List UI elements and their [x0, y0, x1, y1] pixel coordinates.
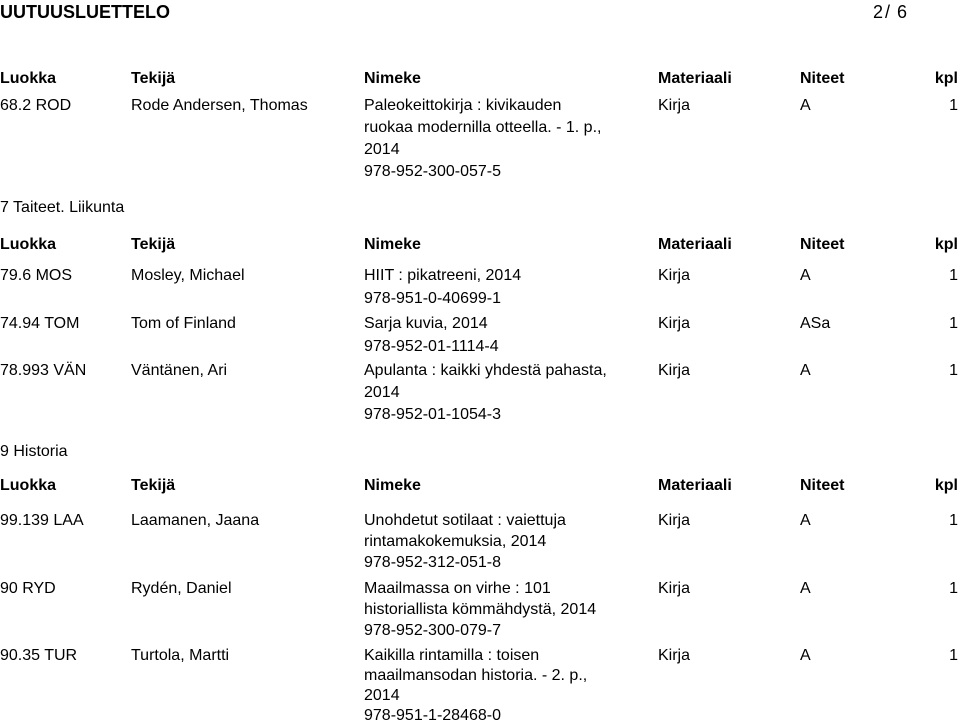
row-nimeke-line: Maailmassa on virhe : 101 [364, 580, 551, 597]
row-isbn: 978-952-300-057-5 [364, 163, 501, 180]
col-header-kpl: kpl [934, 236, 958, 253]
col-header-materiaali: Materiaali [658, 236, 732, 253]
row-nimeke-line: Paleokeittokirja : kivikauden [364, 97, 562, 114]
row-materiaali: Kirja [658, 315, 691, 332]
row-materiaali: Kirja [658, 512, 691, 529]
col-header-materiaali: Materiaali [658, 477, 732, 494]
row-niteet: A [800, 647, 811, 664]
row-niteet: A [800, 512, 811, 529]
row-materiaali: Kirja [658, 362, 691, 379]
row-nimeke-line: ruokaa modernilla otteella. - 1. p., [364, 119, 602, 136]
row-luokka: 74.94 TOM [0, 315, 80, 332]
row-isbn: 978-952-312-051-8 [364, 554, 501, 571]
col-header-kpl: kpl [934, 70, 958, 87]
row-nimeke-line: 2014 [364, 384, 400, 401]
col-header-luokka: Luokka [0, 236, 57, 253]
row-nimeke-line: HIIT : pikatreeni, 2014 [364, 267, 522, 284]
col-header-nimeke: Nimeke [364, 70, 421, 87]
row-materiaali: Kirja [658, 97, 691, 114]
row-niteet: A [800, 362, 811, 379]
row-niteet: A [800, 97, 811, 114]
col-header-niteet: Niteet [800, 477, 845, 494]
col-header-tekija: Tekijä [131, 236, 176, 253]
row-nimeke-line: Apulanta : kaikki yhdestä pahasta, [364, 362, 607, 379]
page-number-total: 6 [897, 2, 908, 22]
row-tekija: Laamanen, Jaana [131, 512, 260, 529]
row-materiaali: Kirja [658, 267, 691, 284]
row-nimeke-line: historiallista kömmähdystä, 2014 [364, 601, 597, 618]
row-nimeke-line: rintamakokemuksia, 2014 [364, 533, 547, 550]
row-tekija: Väntänen, Ari [131, 362, 228, 379]
row-tekija: Mosley, Michael [131, 267, 245, 284]
row-materiaali: Kirja [658, 580, 691, 597]
col-header-kpl: kpl [934, 477, 958, 494]
row-tekija: Tom of Finland [131, 315, 236, 332]
row-nimeke-line: 2014 [364, 687, 400, 704]
col-header-niteet: Niteet [800, 236, 845, 253]
row-isbn: 978-951-1-28468-0 [364, 707, 501, 724]
row-isbn: 978-951-0-40699-1 [364, 290, 501, 307]
section-title: 9 Historia [0, 443, 68, 460]
row-luokka: 90.35 TUR [0, 647, 78, 664]
col-header-nimeke: Nimeke [364, 236, 421, 253]
row-luokka: 68.2 ROD [0, 97, 72, 114]
row-niteet: ASa [800, 315, 831, 332]
col-header-niteet: Niteet [800, 70, 845, 87]
row-kpl: 1 [949, 267, 958, 284]
col-header-tekija: Tekijä [131, 477, 176, 494]
col-header-nimeke: Nimeke [364, 477, 421, 494]
row-kpl: 1 [949, 97, 958, 114]
section-title: 7 Taiteet. Liikunta [0, 199, 125, 216]
page-number-separator: / [885, 2, 891, 22]
row-kpl: 1 [949, 647, 958, 664]
row-niteet: A [800, 267, 811, 284]
row-kpl: 1 [949, 580, 958, 597]
page-number-current: 2 [873, 2, 884, 22]
row-isbn: 978-952-300-079-7 [364, 622, 501, 639]
page-title: UUTUUSLUETTELO [0, 2, 170, 22]
row-nimeke-line: Kaikilla rintamilla : toisen [364, 647, 540, 664]
row-luokka: 99.139 LAA [0, 512, 84, 529]
row-tekija: Rydén, Daniel [131, 580, 232, 597]
row-isbn: 978-952-01-1114-4 [364, 338, 499, 355]
row-nimeke-line: Sarja kuvia, 2014 [364, 315, 488, 332]
row-luokka: 78.993 VÄN [0, 362, 87, 379]
row-niteet: A [800, 580, 811, 597]
row-materiaali: Kirja [658, 647, 691, 664]
row-nimeke-line: maailmansodan historia. - 2. p., [364, 667, 588, 684]
row-kpl: 1 [949, 362, 958, 379]
row-isbn: 978-952-01-1054-3 [364, 406, 501, 423]
col-header-luokka: Luokka [0, 70, 57, 87]
col-header-materiaali: Materiaali [658, 70, 732, 87]
col-header-tekija: Tekijä [131, 70, 176, 87]
row-luokka: 79.6 MOS [0, 267, 73, 284]
row-nimeke-line: Unohdetut sotilaat : vaiettuja [364, 512, 566, 529]
row-tekija: Turtola, Martti [131, 647, 230, 664]
row-luokka: 90 RYD [0, 580, 56, 597]
row-kpl: 1 [949, 315, 958, 332]
row-tekija: Rode Andersen, Thomas [131, 97, 308, 114]
col-header-luokka: Luokka [0, 477, 57, 494]
row-nimeke-line: 2014 [364, 141, 400, 158]
row-kpl: 1 [949, 512, 958, 529]
